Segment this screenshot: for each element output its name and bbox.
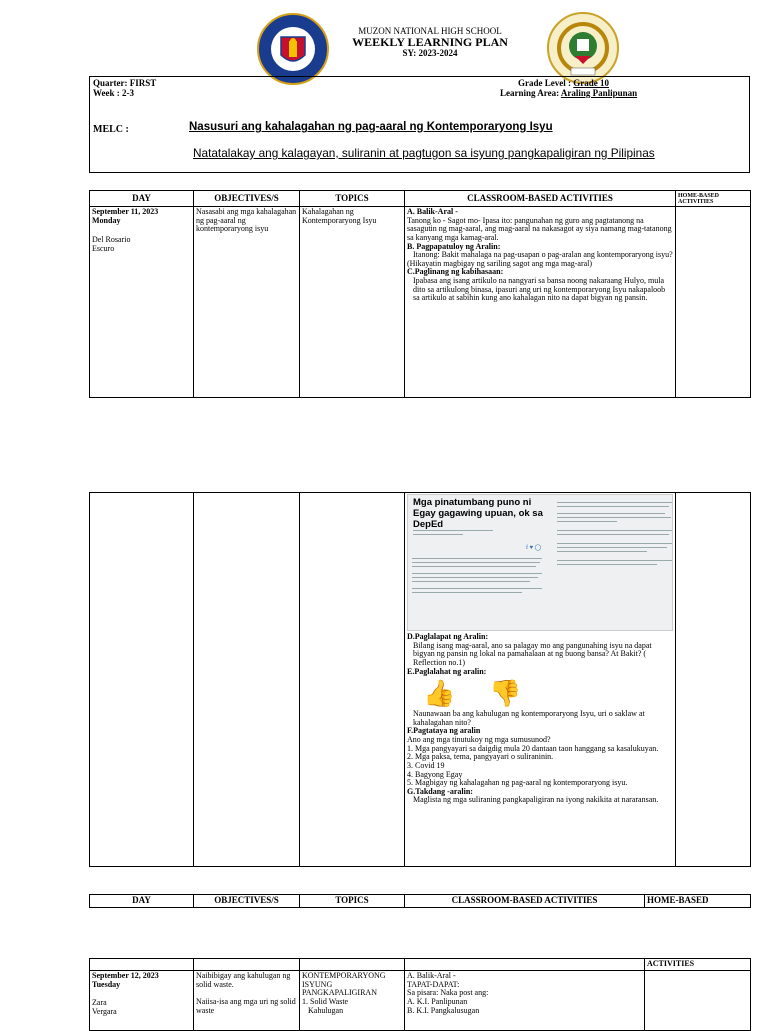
school-header bbox=[330, 27, 530, 58]
cont-home-cell bbox=[676, 493, 751, 867]
grade-level-label: Grade Level : bbox=[518, 78, 574, 88]
plan-info-box bbox=[89, 76, 750, 173]
day2-teacher-2: Vergara bbox=[92, 1006, 117, 1016]
col-objectives: OBJECTIVES/S bbox=[194, 191, 300, 207]
day2-a-heading: A. Balik-Aral - bbox=[407, 971, 456, 980]
day2-topic-3: Kahulugan bbox=[308, 1005, 344, 1015]
day1-objective: Nasasabi ang mga kahalagahan ng pag-aaral ng kontemporaryong isyu bbox=[194, 207, 300, 398]
col-objectives-repeat: OBJECTIVES/S bbox=[194, 895, 300, 908]
col-home-activities: HOME-BASED ACTIVITIES bbox=[676, 191, 751, 207]
thumbs-icons bbox=[407, 676, 673, 710]
learning-area-value: Araling Panlipunan bbox=[560, 88, 638, 98]
muzon-nhs-seal-logo bbox=[547, 12, 619, 84]
cont-topic-cell bbox=[300, 493, 405, 867]
deped-seal-graphic bbox=[259, 15, 327, 83]
cont-day-cell bbox=[90, 493, 194, 867]
plan-title: WEEKLY LEARNING PLAN bbox=[352, 35, 508, 50]
cont-d-heading: D.Paglalapat ng Aralin: bbox=[407, 632, 489, 641]
day1-teacher-1: Del Rosario bbox=[92, 235, 131, 245]
melc-label: MELC : bbox=[93, 124, 129, 135]
thumbs-down-icon: 👎 bbox=[489, 679, 522, 709]
day1-a-heading: A. Balik-Aral - bbox=[407, 207, 458, 216]
day2-topic-1: KONTEMPORARYONG ISYUNG PANGKAPALIGIRAN bbox=[302, 971, 386, 998]
cont-objective-cell bbox=[194, 493, 300, 867]
col-classroom-activities: CLASSROOM-BASED ACTIVITIES bbox=[405, 191, 676, 207]
col-day: DAY bbox=[90, 191, 194, 207]
day1-home-activities bbox=[676, 207, 751, 398]
grade-level bbox=[518, 78, 609, 88]
lesson-table-continued bbox=[89, 492, 751, 867]
day2-objective-1: Naibibigay ang kahulugan ng solid waste. bbox=[196, 971, 291, 989]
article-headline: Mga pinatumbang puno ni Egay gagawing upuan, ok sa DepEd bbox=[413, 497, 543, 530]
news-article-image bbox=[407, 494, 673, 631]
day2-objective-2: Naiisa-isa ang mga uri ng solid waste bbox=[196, 997, 296, 1015]
article-body-right bbox=[557, 499, 673, 568]
day1-b-heading: B. Pagpapatuloy ng Aralin: bbox=[407, 241, 501, 251]
day2-a-item-2: B. K.I. Pangkalusugan bbox=[407, 1005, 480, 1015]
col-topics-repeat: TOPICS bbox=[300, 895, 405, 908]
day2-date: September 12, 2023 bbox=[92, 971, 159, 980]
day1-a-text: Tanong ko - Sagot mo- Ipasa ito: pangunahan ng guro ang pagtatanong na sasagutin ng mag-aaral, ang mag-aaral na nakasagot ay siya namang mag-tatanong sa kanyang mga kamag-aral. bbox=[407, 215, 672, 242]
column-header-repeat bbox=[89, 894, 751, 908]
cont-f-item-1: 1. Mga pangyayari sa daigdig mula 20 dantaan taon hanggang sa kasalukuyan. bbox=[407, 743, 659, 753]
day1-date: September 11, 2023 bbox=[92, 207, 159, 216]
day2-a-text: Sa pisara: Naka post ang: bbox=[407, 988, 489, 998]
day2-topic-2: 1. Solid Waste bbox=[302, 996, 349, 1006]
melc-competency-1: Nasusuri ang kahalagahan ng pag-aaral ng Kontemporaryong Isyu bbox=[189, 121, 553, 133]
col-activities-label: ACTIVITIES bbox=[645, 959, 751, 971]
cont-f-question: Ano ang mga tinutukoy ng mga sumusunod? bbox=[407, 735, 551, 745]
day2-activities bbox=[405, 971, 645, 1031]
week-label: Week : 2-3 bbox=[93, 88, 134, 98]
day1-b-note: (Hikayatin magbigay ng sariling sagot ang mga mag-aral) bbox=[407, 258, 593, 268]
quarter-label: Quarter: FIRST bbox=[93, 78, 157, 88]
cont-activities bbox=[405, 493, 676, 867]
cont-d-text: Bilang isang mag-aaral, ano sa palagay mo ang pangunahing isyu na dapat bigyan ng pansin ng lokal na pamahalaan at ng buong bansa? At Bakit? ( Reflection no.1) bbox=[413, 640, 652, 667]
day1-topic: Kahalagahan ng Kontemporaryong Isyu bbox=[300, 207, 405, 398]
school-seal-graphic bbox=[549, 14, 617, 82]
article-body-left bbox=[412, 555, 547, 596]
cont-g-heading: G.Takdang -aralin: bbox=[407, 786, 473, 796]
cont-f-item-4: 4. Bagyong Egay bbox=[407, 769, 463, 779]
day1-activities bbox=[405, 207, 676, 398]
school-name: MUZON NATIONAL HIGH SCHOOL bbox=[358, 26, 502, 36]
col-home-repeat: HOME-BASED bbox=[645, 895, 751, 908]
day1-weekday: Monday bbox=[92, 215, 121, 225]
day2-weekday: Tuesday bbox=[92, 979, 121, 989]
day2-cell bbox=[90, 971, 194, 1031]
cont-f-item-3: 3. Covid 19 bbox=[407, 760, 445, 770]
day2-a-sub: TAPAT-DAPAT: bbox=[407, 979, 460, 989]
cont-f-heading: F.Pagtataya ng aralin bbox=[407, 726, 481, 736]
lesson-table-day2 bbox=[89, 958, 751, 1031]
school-year: SY: 2023-2024 bbox=[402, 48, 458, 59]
day1-c-heading: C.Paglinang ng kabihasaan: bbox=[407, 267, 504, 277]
cont-g-text: Maglista ng mga suliraning pangkapaligiran na iyong nakikita at nararansan. bbox=[413, 795, 659, 805]
cont-e-heading: E.Paglalahat ng aralin: bbox=[407, 666, 487, 676]
day1-teacher-2: Escuro bbox=[92, 243, 115, 253]
day2-a-item-1: A. K.I. Panlipunan bbox=[407, 996, 468, 1006]
cont-f-item-2: 2. Mga paksa, tema, pangyayari o suliraninin. bbox=[407, 752, 554, 762]
day2-topics bbox=[300, 971, 405, 1031]
day2-objectives bbox=[194, 971, 300, 1031]
col-topics: TOPICS bbox=[300, 191, 405, 207]
share-icons: f ♥ ◯ bbox=[526, 545, 542, 551]
day1-cell bbox=[90, 207, 194, 398]
learning-area-label: Learning Area: bbox=[500, 88, 561, 98]
day1-b-question: Itanong: Bakit mahalaga na pag-usapan o pag-aralan ang kontemporaryong isyu? bbox=[413, 250, 673, 260]
col-day-repeat: DAY bbox=[90, 895, 194, 908]
day1-c-text: Ipabasa ang isang artikulo na nangyari sa bansa noong nakaraang Hulyo, mula dito sa artikulong binasa, ipasuri ang uri ng kontemporaryong Isyu nakapaloob sa artikulo at sabihin kung ano kahalagan nito na dapat bigyan ng pansin. bbox=[413, 276, 666, 303]
col-classroom-repeat: CLASSROOM-BASED ACTIVITIES bbox=[405, 895, 645, 908]
deped-seal-logo bbox=[257, 13, 329, 85]
lesson-table-day1 bbox=[89, 190, 751, 398]
cont-f-item-5: 5. Magbigay ng kahalagahan ng pag-aaral ng kontemporaryong isyu. bbox=[407, 778, 628, 788]
grade-level-value: Grade 10 bbox=[573, 78, 609, 88]
melc-competency-2: Natatalakay ang kalagayan, suliranin at pagtugon sa isyung pangkapaligiran ng Pilipinas bbox=[193, 146, 655, 160]
thumbs-up-icon: 👍 bbox=[423, 679, 456, 709]
cont-e-text: Naunawaan ba ang kahulugan ng kontemporaryong Isyu, uri o saklaw at kahalagahan nito? bbox=[413, 709, 645, 727]
day2-home-cell bbox=[645, 971, 751, 1031]
learning-area bbox=[500, 88, 637, 98]
day2-teacher-1: Zara bbox=[92, 998, 107, 1008]
